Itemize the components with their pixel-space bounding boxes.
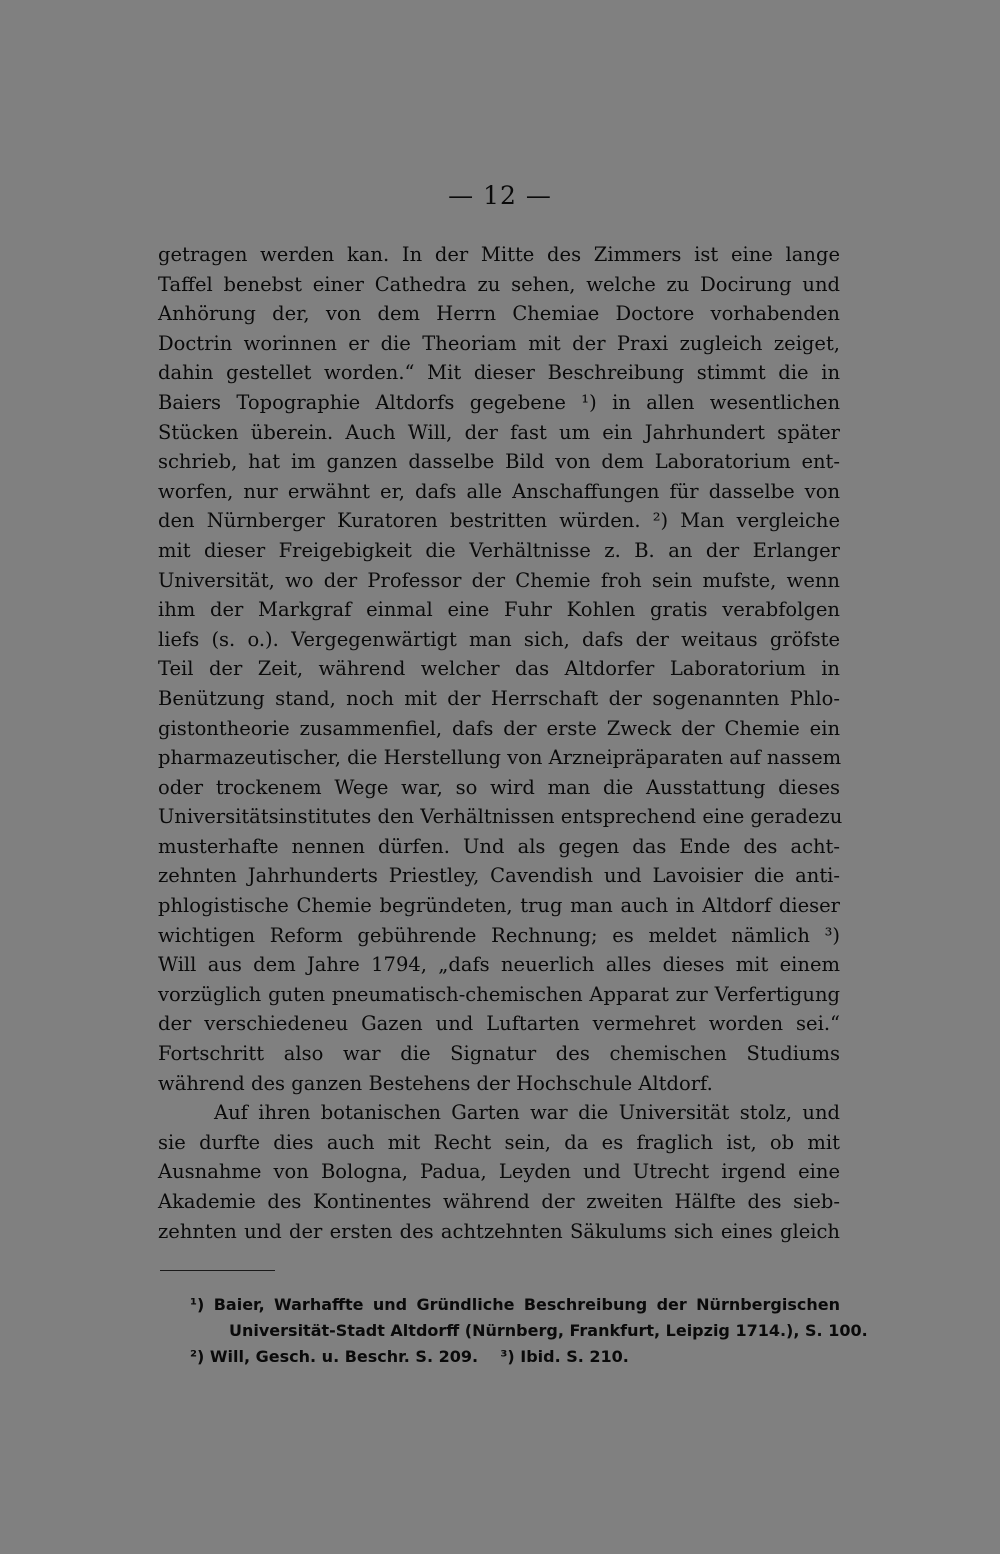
text-line: Baiers Topographie Altdorfs gegebene ¹) in allen wesentlichen xyxy=(158,390,840,414)
text-line: Universität, wo der Professor der Chemie froh sein mufste, wenn xyxy=(158,568,840,592)
text-line: liefs (s. o.). Vergegenwärtigt man sich, dafs der weitaus gröfste xyxy=(158,627,840,651)
page-number: — 12 — xyxy=(448,181,552,210)
text-line: musterhafte nennen dürfen. Und als gegen das Ende des acht- xyxy=(158,834,840,858)
text-line: worfen, nur erwähnt er, dafs alle Anschaffungen für dasselbe von xyxy=(158,479,840,503)
text-line: der verschiedeneu Gazen und Luftarten vermehret worden sei.“ xyxy=(158,1012,840,1036)
text-line: Doctrin worinnen er die Theoriam mit der Praxi zugleich zeiget, xyxy=(158,331,840,355)
text-line: mit dieser Freigebigkeit die Verhältnisse z. B. an der Erlanger xyxy=(158,538,840,562)
text-line: phlogistische Chemie begründeten, trug man auch in Altdorf dieser xyxy=(158,894,840,918)
text-line: Benützung stand, noch mit der Herrschaft der sogenannten Phlo- xyxy=(158,686,840,710)
text-line: Ausnahme von Bologna, Padua, Leyden und Utrecht irgend eine xyxy=(158,1160,840,1184)
text-line: Stücken überein. Auch Will, der fast um ein Jahrhundert später xyxy=(158,420,840,444)
text-line: pharmazeutischer, die Herstellung von Arzneipräparaten auf nassem xyxy=(158,746,842,770)
text-line: vorzüglich guten pneumatisch-chemischen Apparat zur Verfertigung xyxy=(158,982,840,1006)
text-line: dahin gestellet worden.“ Mit dieser Beschreibung stimmt die in xyxy=(158,361,840,385)
footnote-line: ¹) Baier, Warhaffte und Gründliche Beschreibung der Nürnbergischen xyxy=(190,1295,840,1314)
text-line: oder trockenem Wege war, so wird man die Ausstattung dieses xyxy=(158,775,840,799)
text-line: schrieb, hat im ganzen dasselbe Bild von dem Laboratorium ent- xyxy=(158,450,840,474)
footnote-line: ²) Will, Gesch. u. Beschr. S. 209. ³) Ibid. S. 210. xyxy=(190,1347,629,1366)
text-line: Universitätsinstitutes den Verhältnissen entsprechend eine geradezu xyxy=(158,805,843,829)
text-line: getragen werden kan. In der Mitte des Zimmers ist eine lange xyxy=(158,243,840,266)
text-line: gistontheorie zusammenfiel, dafs der erste Zweck der Chemie ein xyxy=(158,716,840,740)
text-line: zehnten und der ersten des achtzehnten Säkulums sich eines gleich xyxy=(158,1219,840,1243)
text-line: den Nürnberger Kuratoren bestritten würden. ²) Man vergleiche xyxy=(158,509,840,533)
text-line: Auf ihren botanischen Garten war die Universität stolz, und xyxy=(214,1101,840,1125)
text-line: ihm der Markgraf einmal eine Fuhr Kohlen gratis verabfolgen xyxy=(158,598,840,622)
body-text xyxy=(158,240,843,1246)
text-line: Taffel benebst einer Cathedra zu sehen, welche zu Docirung und xyxy=(158,272,840,296)
text-line: Akademie des Kontinentes während der zweiten Hälfte des sieb- xyxy=(158,1190,840,1213)
text-line: Anhörung der, von dem Herrn Chemiae Doctore vorhabenden xyxy=(158,302,840,326)
text-line: Fortschritt also war die Signatur des chemischen Studiums xyxy=(158,1042,840,1066)
text-line: Will aus dem Jahre 1794, „dafs neuerlich alles dieses mit einem xyxy=(158,953,840,977)
text-line: sie durfte dies auch mit Recht sein, da es fraglich ist, ob mit xyxy=(158,1130,840,1154)
text-line: während des ganzen Bestehens der Hochschule Altdorf. xyxy=(158,1071,713,1095)
text-line: wichtigen Reform gebührende Rechnung; es meldet nämlich ³) xyxy=(158,923,840,947)
footnote-divider xyxy=(160,1270,275,1271)
footnote-line: Universität-Stadt Altdorff (Nürnberg, Frankfurt, Leipzig 1714.), S. 100. xyxy=(229,1321,868,1340)
footnotes xyxy=(190,1292,868,1370)
text-line: zehnten Jahrhunderts Priestley, Cavendish und Lavoisier die anti- xyxy=(158,864,840,888)
text-line: Teil der Zeit, während welcher das Altdorfer Laboratorium in xyxy=(158,657,840,681)
